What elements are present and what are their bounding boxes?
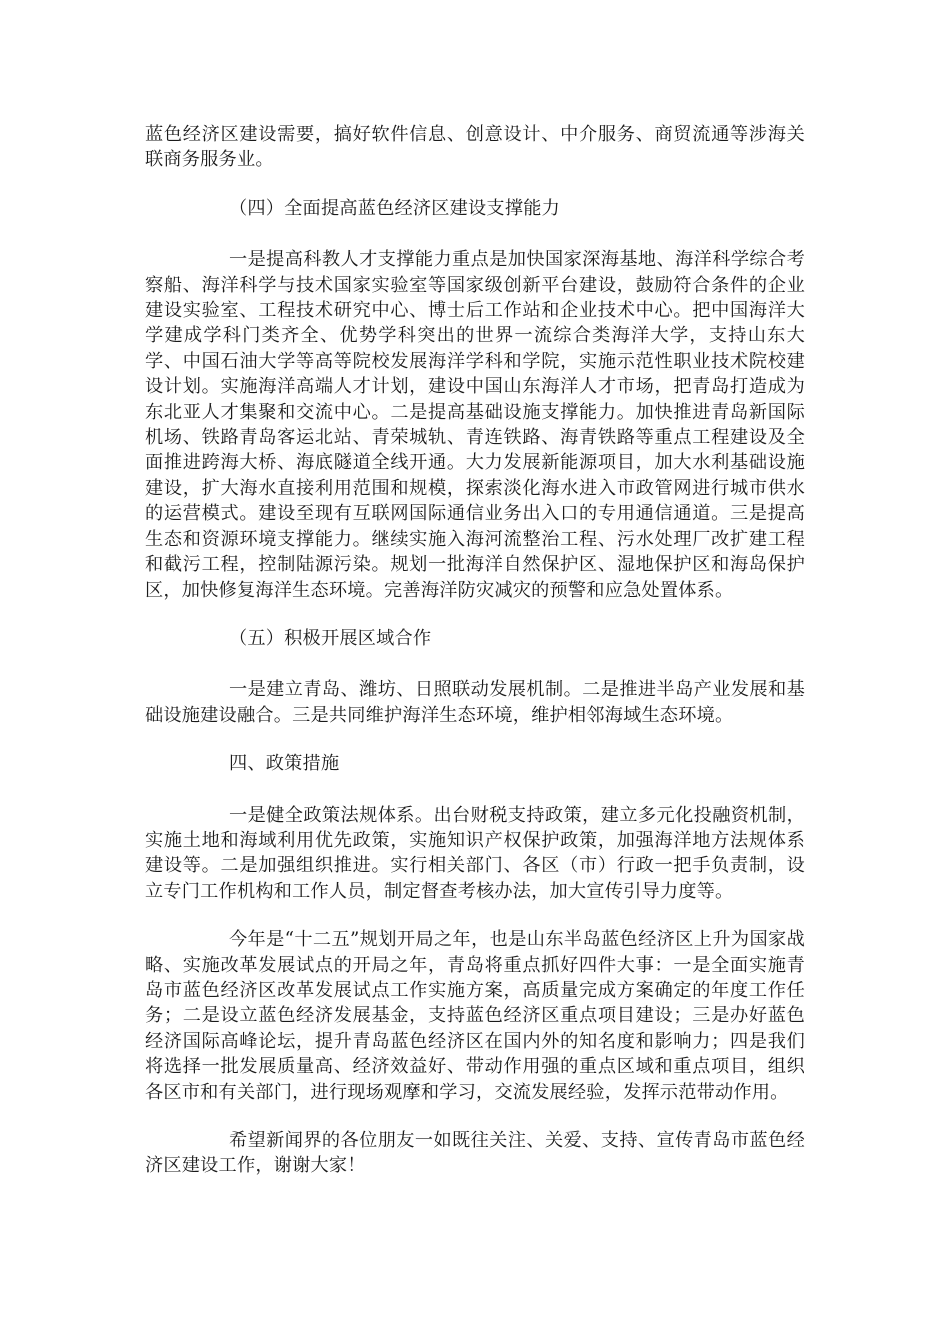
- section-heading-four-support: （四）全面提高蓝色经济区建设支撑能力: [229, 197, 560, 219]
- document-page: [145, 122, 805, 1202]
- body-paragraph-this-year: 今年是“十二五”规划开局之年，也是山东半岛蓝色经济区上升为国家战略、实施改革发展试点的开局之年，青岛将重点抓好四件大事：一是全面实施青岛市蓝色经济区改革发展试点工作实施方案，高质量完成方案确定的年度工作任务；二是设立蓝色经济发展基金，支持蓝色经济区重点项目建设；三是办好蓝色经济国际高峰论坛，提升青岛蓝色经济区在国内外的知名度和影响力；四是我们将选择一批发展质量高、经济效益好、带动作用强的重点区域和重点项目，组织各区市和有关部门，进行现场观摩和学习，交流发展经验，发挥示范带动作用。: [145, 929, 805, 1103]
- section-heading-five-regional: （五）积极开展区域合作: [229, 627, 432, 649]
- body-paragraph-support-capacity: 一是提高科教人才支撑能力重点是加快国家深海基地、海洋科学综合考察船、海洋科学与技术国家实验室等国家级创新平台建设，鼓励符合条件的企业建设实验室、工程技术研究中心、博士后工作站和企业技术中心。把中国海洋大学建成学科门类齐全、优势学科突出的世界一流综合类海洋大学，支持山东大学、中国石油大学等高等院校发展海洋学科和学院，实施示范性职业技术院校建设计划。实施海洋高端人才计划，建设中国山东海洋人才市场，把青岛打造成为东北亚人才集聚和交流中心。二是提高基础设施支撑能力。加快推进青岛新国际机场、铁路青岛客运北站、青荣城轨、青连铁路、海青铁路等重点工程建设及全面推进跨海大桥、海底隧道全线开通。大力发展新能源项目，加大水利基础设施建设，扩大海水直接利用范围和规模，探索淡化海水进入市政管网进行城市供水的运营模式。建设至现有互联网国际通信业务出入口的专用通信通道。三是提高生态和资源环境支撑能力。继续实施入海河流整治工程、污水处理厂改扩建工程和截污工程，控制陆源污染。规划一批海洋自然保护区、湿地保护区和海岛保护区，加快修复海洋生态环境。完善海洋防灾减灾的预警和应急处置体系。: [145, 249, 805, 601]
- section-heading-policy-measures: 四、政策措施: [229, 753, 340, 775]
- body-paragraph-regional-cooperation: 一是建立青岛、潍坊、日照联动发展机制。二是推进半岛产业发展和基础设施建设融合。三是共同维护海洋生态环境，维护相邻海域生态环境。: [145, 679, 805, 726]
- body-paragraph-policy: 一是健全政策法规体系。出台财税支持政策，建立多元化投融资机制，实施土地和海域利用优先政策，实施知识产权保护政策，加强海洋地方法规体系建设等。二是加强组织推进。实行相关部门、各区（市）行政一把手负责制，设立专门工作机构和工作人员，制定督查考核办法，加大宣传引导力度等。: [145, 804, 805, 902]
- body-paragraph-continued: 蓝色经济区建设需要，搞好软件信息、创意设计、中介服务、商贸流通等涉海关联商务服务业。: [145, 124, 805, 171]
- body-paragraph-closing: 希望新闻界的各位朋友一如既往关注、关爱、支持、宣传青岛市蓝色经济区建设工作，谢谢大家！: [145, 1130, 805, 1177]
